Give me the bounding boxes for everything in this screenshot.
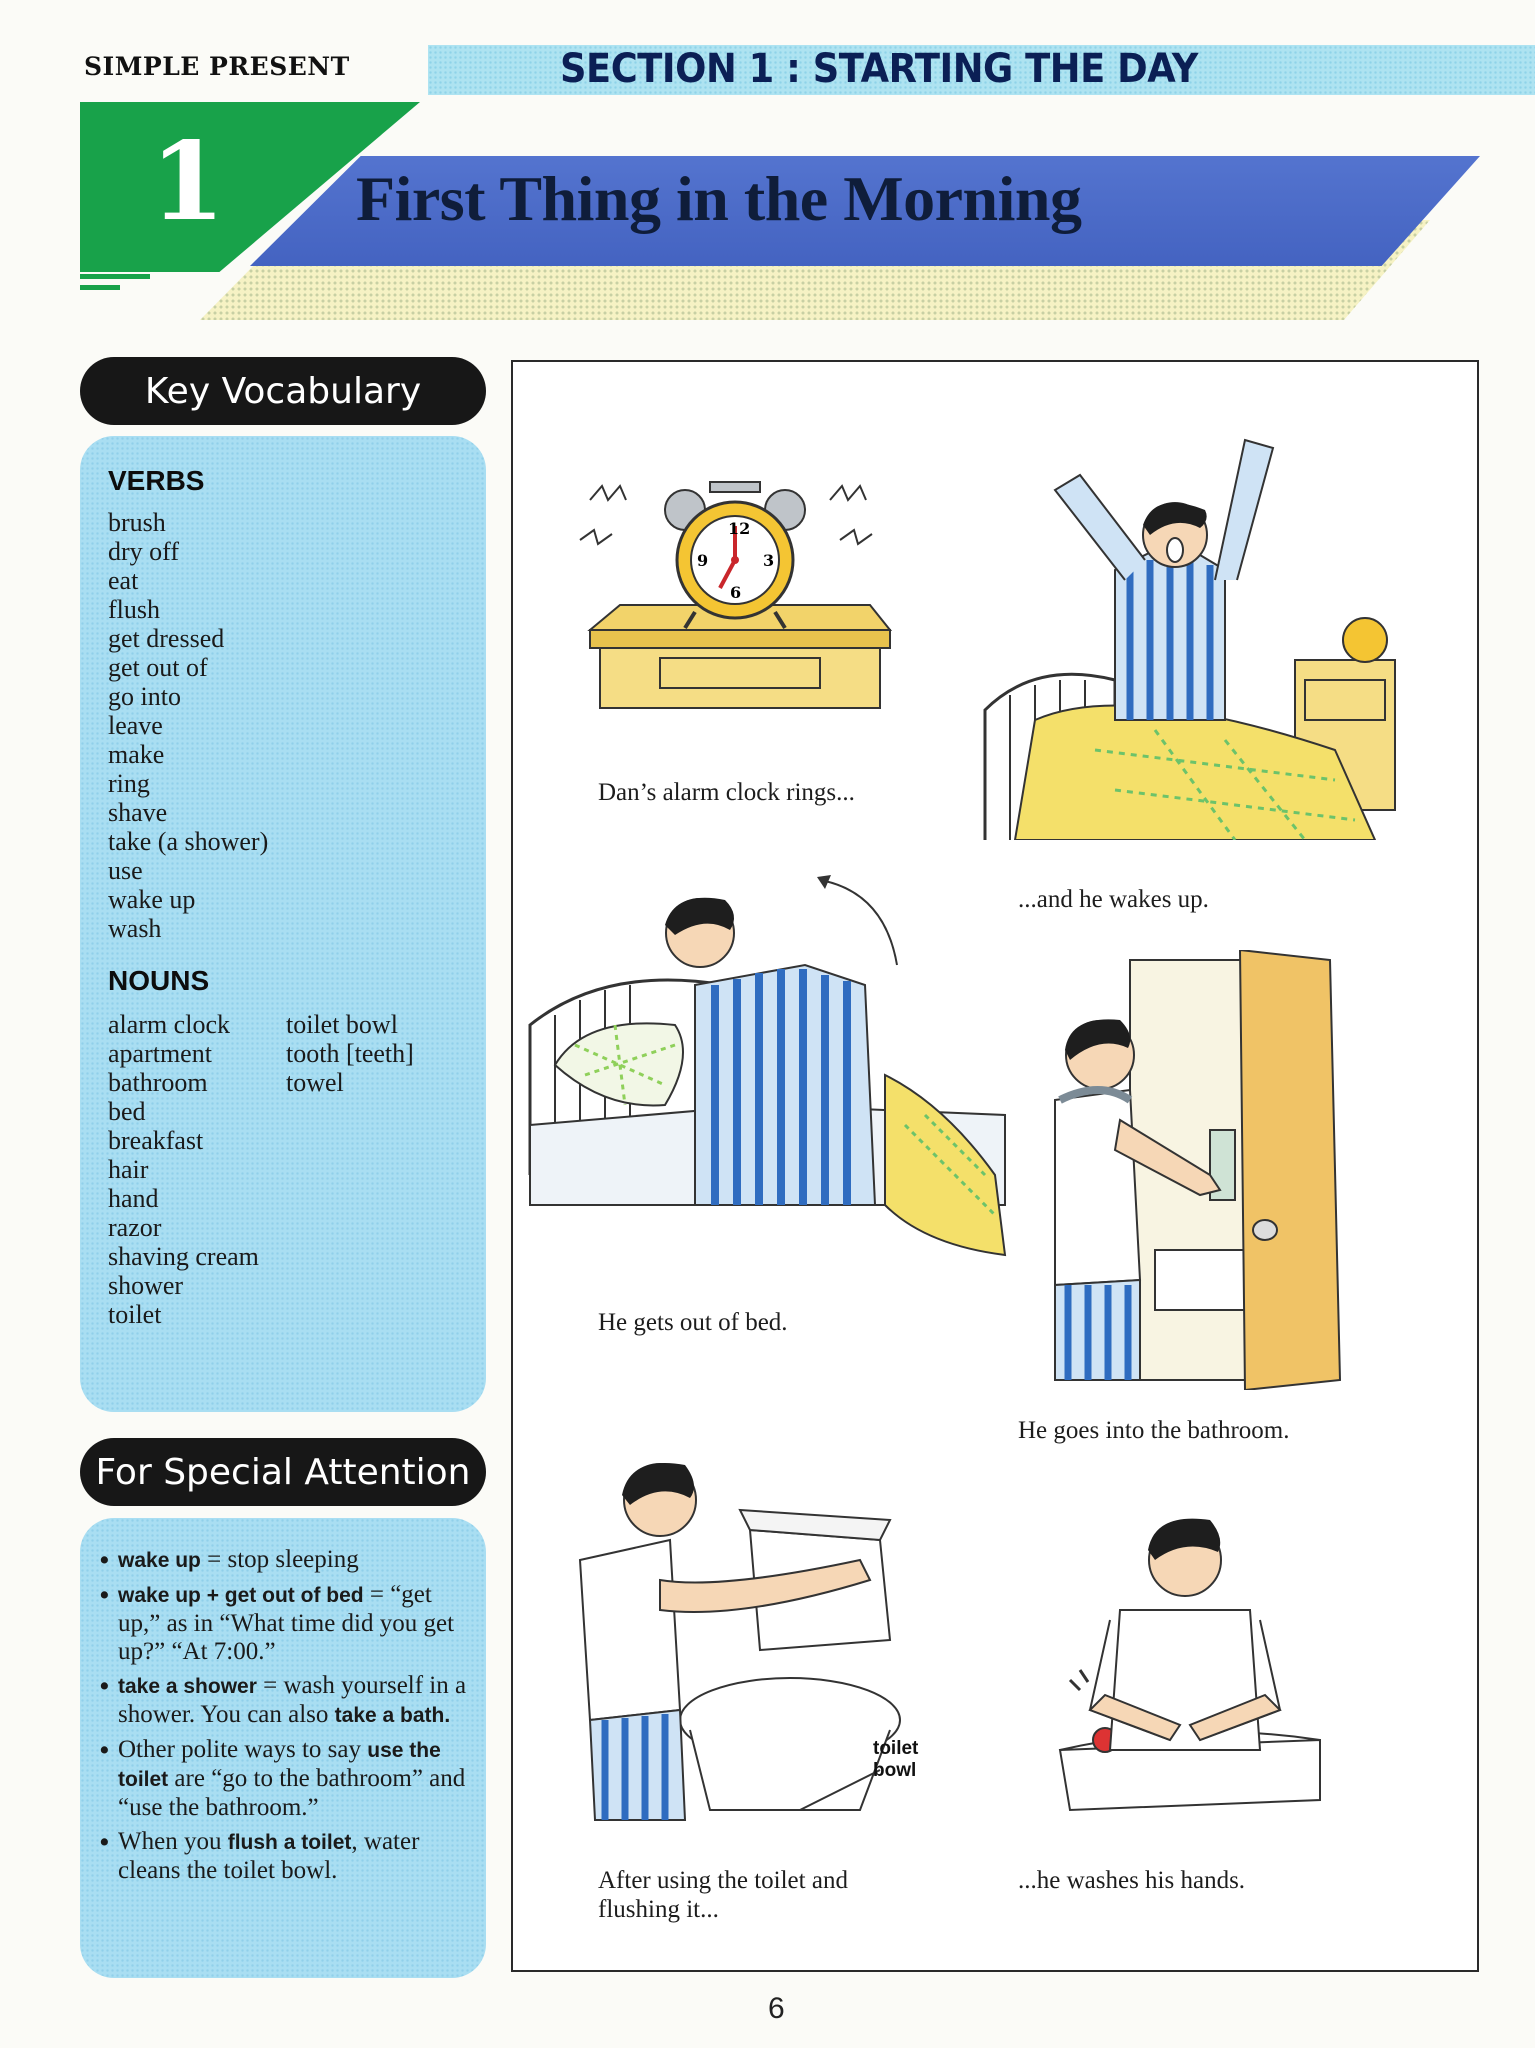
key-vocabulary-heading: Key Vocabulary	[80, 357, 486, 425]
grammar-label: SIMPLE PRESENT	[84, 52, 350, 81]
attention-note: • wake up + get out of bed = “get up,” as in “What time did you get up?” “At 7:00.”	[100, 1581, 472, 1666]
verb-item: eat	[108, 566, 139, 595]
verb-item: ring	[108, 769, 150, 798]
clock-number-9: 9	[697, 551, 709, 570]
noun-item: razor	[108, 1213, 162, 1242]
noun-item: toilet	[108, 1300, 162, 1329]
clock-number-3: 3	[763, 551, 775, 570]
noun-item: bathroom	[108, 1068, 208, 1097]
waking-up-illustration	[975, 420, 1415, 840]
nouns-column-2	[286, 1010, 414, 1097]
attention-note: • When you flush a toilet, water cleans the toilet bowl.	[100, 1828, 472, 1885]
caption-goes-into-bathroom: He goes into the bathroom.	[1018, 1417, 1290, 1444]
noun-item: tooth [teeth]	[286, 1039, 414, 1068]
verb-item: flush	[108, 595, 160, 624]
caption-washes-hands: ...he washes his hands.	[1018, 1867, 1246, 1894]
clock-number-12: 12	[728, 519, 751, 538]
attention-note: • Other polite ways to say use the toilet are “go to the bathroom” and “use the bathroom.”	[100, 1736, 472, 1822]
verb-item: take (a shower)	[108, 827, 269, 856]
verb-item: brush	[108, 508, 166, 537]
clock-number-6: 6	[730, 583, 742, 602]
toilet-flush-illustration	[560, 1410, 920, 1830]
verb-item: wash	[108, 914, 162, 943]
lesson-title: First Thing in the Morning	[356, 163, 1082, 234]
caption-alarm-rings: Dan’s alarm clock rings...	[598, 779, 855, 806]
lesson-stripes	[80, 263, 180, 321]
lesson-number: 1	[150, 119, 226, 245]
special-attention-list	[100, 1546, 472, 1891]
verb-item: shave	[108, 798, 168, 827]
nouns-heading: NOUNS	[108, 965, 210, 996]
verb-item: get out of	[108, 653, 208, 682]
bathroom-door-illustration	[1040, 950, 1370, 1390]
noun-item: hand	[108, 1184, 159, 1213]
verb-item: make	[108, 740, 165, 769]
verb-item: go into	[108, 682, 181, 711]
noun-item: shaving cream	[108, 1242, 259, 1271]
page-number: 6	[768, 1992, 785, 2025]
noun-item: hair	[108, 1155, 149, 1184]
verb-item: get dressed	[108, 624, 225, 653]
attention-note: • take a shower = wash yourself in a shower. You can also take a bath.	[100, 1672, 472, 1730]
noun-item: apartment	[108, 1039, 212, 1068]
caption-wakes-up: ...and he wakes up.	[1018, 886, 1209, 913]
verbs-heading: VERBS	[108, 465, 205, 496]
attention-note: • wake up = stop sleeping	[100, 1546, 472, 1575]
verbs-list	[108, 508, 268, 943]
verb-item: dry off	[108, 537, 180, 566]
section-title: SECTION 1 : STARTING THE DAY	[560, 46, 1198, 92]
alarm-clock-illustration	[570, 460, 910, 720]
noun-item: bed	[108, 1097, 146, 1126]
noun-item: toilet bowl	[286, 1010, 398, 1039]
verb-item: use	[108, 856, 143, 885]
washing-hands-illustration	[1050, 1490, 1330, 1830]
verb-item: leave	[108, 711, 163, 740]
nouns-column-1	[108, 1010, 259, 1329]
special-attention-heading: For Special Attention	[80, 1438, 486, 1506]
noun-item: alarm clock	[108, 1010, 230, 1039]
caption-gets-out-of-bed: He gets out of bed.	[598, 1309, 788, 1336]
getting-out-of-bed-illustration	[525, 875, 1025, 1275]
verb-item: wake up	[108, 885, 196, 914]
toilet-bowl-label: toilet bowl	[873, 1738, 919, 1781]
caption-using-toilet: After using the toilet and flushing it...	[598, 1867, 848, 1923]
noun-item: breakfast	[108, 1126, 204, 1155]
noun-item: shower	[108, 1271, 184, 1300]
noun-item: towel	[286, 1068, 344, 1097]
